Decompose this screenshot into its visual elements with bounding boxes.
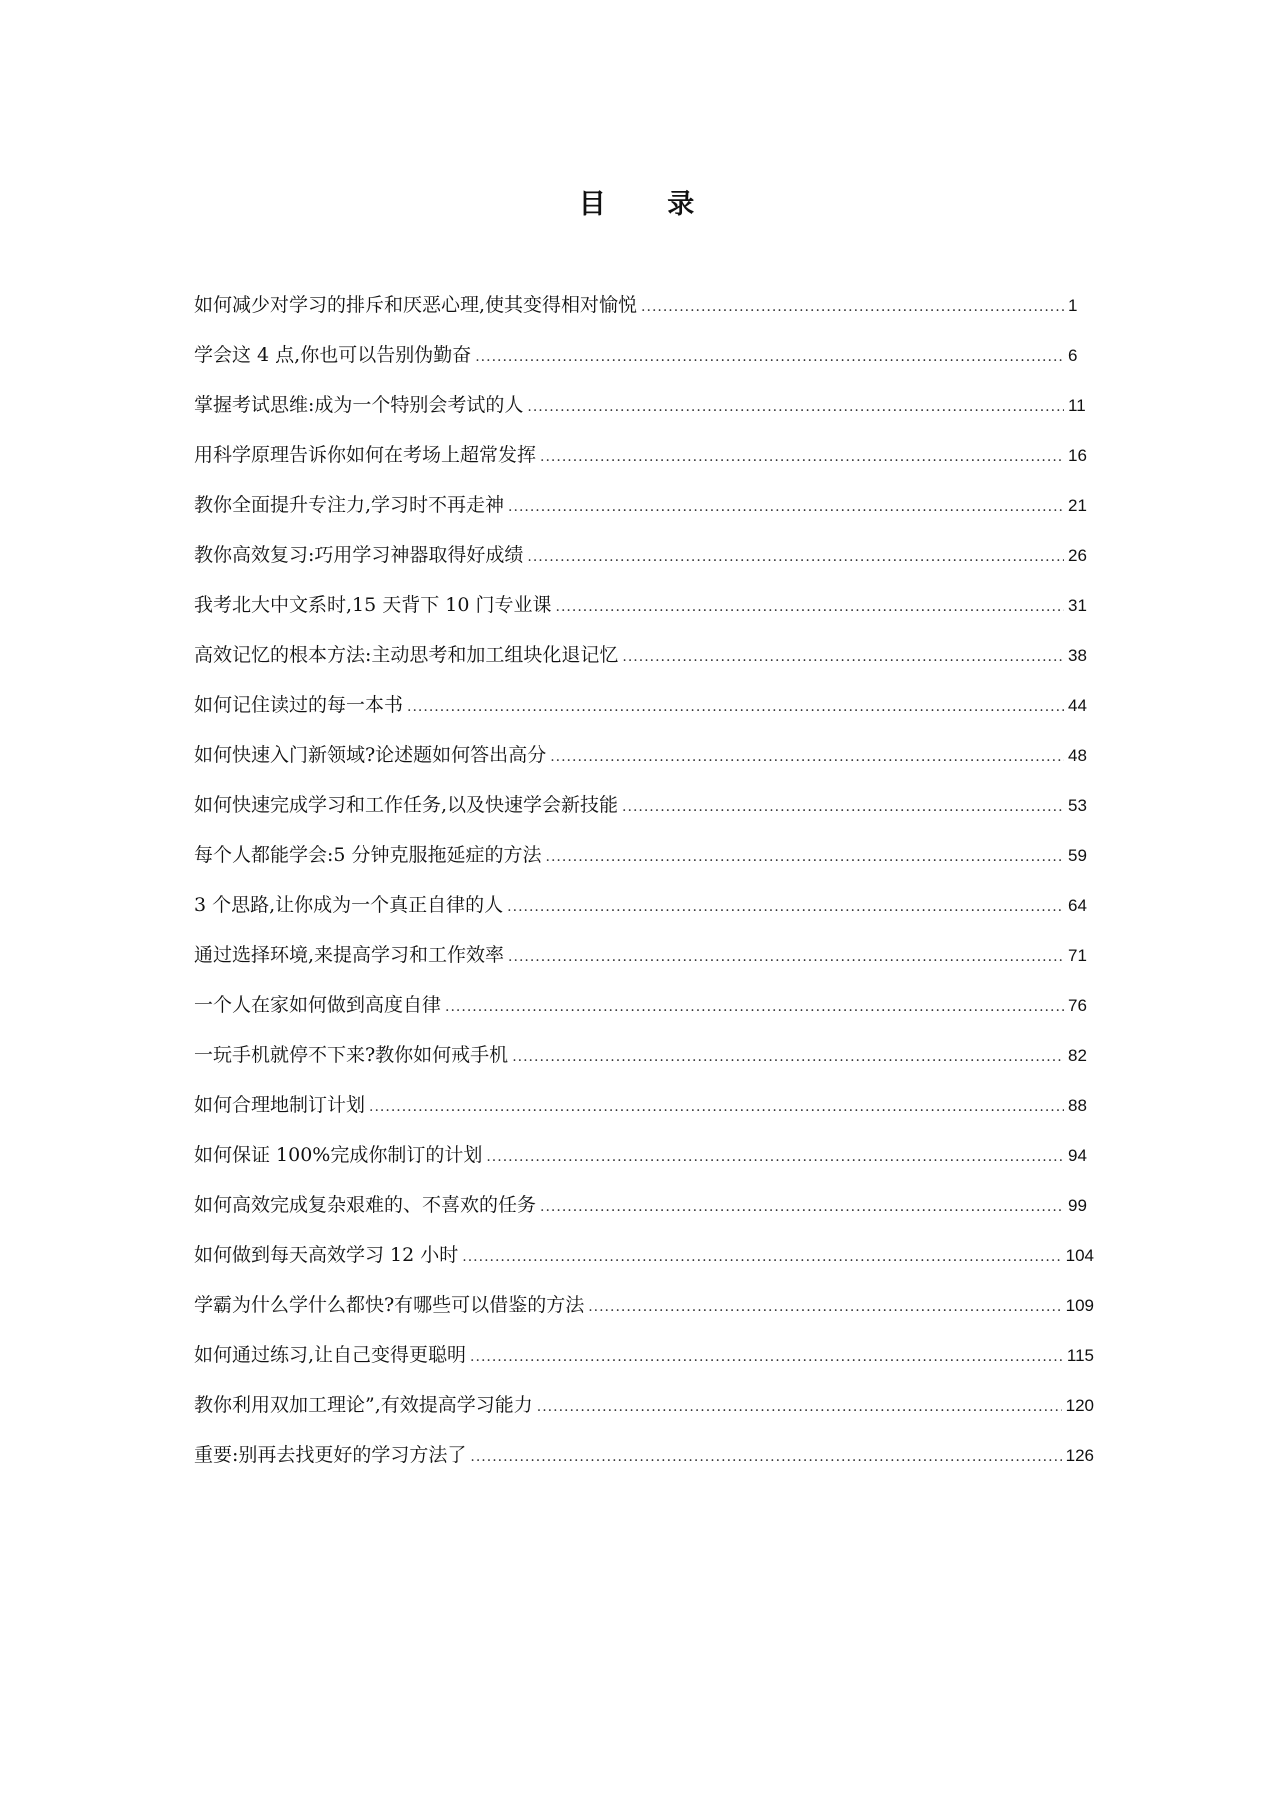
dot-leader — [445, 994, 1064, 1020]
toc-entry[interactable] — [194, 792, 1094, 842]
dot-leader — [508, 944, 1064, 970]
dot-leader — [588, 1294, 1061, 1320]
dot-leader — [475, 344, 1064, 370]
toc-entry-page: 99 — [1068, 1196, 1087, 1215]
toc-entry-page: 16 — [1068, 446, 1087, 465]
toc-entry[interactable] — [194, 1142, 1094, 1192]
toc-entry-title: 学霸为什么学什么都快?有哪些可以借鉴的方法 — [194, 1294, 585, 1316]
toc-entry-page: 76 — [1068, 996, 1087, 1015]
toc-entry-page: 53 — [1068, 796, 1087, 815]
toc-entry[interactable] — [194, 992, 1094, 1042]
toc-entry-title: 通过选择环境,来提高学习和工作效率 — [194, 944, 505, 966]
dot-leader — [622, 794, 1064, 820]
dot-leader — [550, 744, 1064, 770]
toc-entry-title: 3 个思路,让你成为一个真正自律的人 — [194, 894, 504, 916]
toc-entry-title: 用科学原理告诉你如何在考场上超常发挥 — [194, 444, 537, 466]
toc-entry[interactable] — [194, 942, 1094, 992]
toc-entry-title: 高效记忆的根本方法:主动思考和加工组块化退记忆 — [194, 644, 619, 666]
toc-entry[interactable] — [194, 1242, 1094, 1292]
toc-entry-page: 21 — [1068, 496, 1087, 515]
dot-leader — [527, 544, 1064, 570]
toc-entry[interactable] — [194, 692, 1094, 742]
dot-leader — [369, 1094, 1064, 1120]
toc-entry[interactable] — [194, 1392, 1094, 1442]
dot-leader — [470, 1344, 1063, 1370]
dot-leader — [407, 694, 1064, 720]
toc-entry-title: 我考北大中文系时,15 天背下 10 门专业课 — [194, 594, 552, 616]
toc-entry-page: 88 — [1068, 1096, 1087, 1115]
toc-entry-title: 掌握考试思维:成为一个特别会考试的人 — [194, 394, 524, 416]
toc-entry[interactable] — [194, 392, 1094, 442]
table-of-contents — [194, 292, 1094, 1492]
toc-entry-page: 71 — [1068, 946, 1087, 965]
toc-entry[interactable] — [194, 892, 1094, 942]
toc-entry-title: 如何通过练习,让自己变得更聪明 — [194, 1344, 467, 1366]
toc-entry-page: 104 — [1065, 1246, 1094, 1265]
toc-entry[interactable] — [194, 842, 1094, 892]
toc-entry-title: 如何保证 100%完成你制订的计划 — [194, 1144, 483, 1166]
dot-leader — [470, 1444, 1061, 1470]
toc-entry-page: 6 — [1068, 346, 1078, 365]
toc-entry-page: 64 — [1068, 896, 1087, 915]
toc-entry-title: 重要:别再去找更好的学习方法了 — [194, 1444, 467, 1466]
dot-leader — [641, 294, 1064, 320]
toc-entry-page: 109 — [1065, 1296, 1094, 1315]
toc-entry[interactable] — [194, 292, 1094, 342]
dot-leader — [556, 594, 1064, 620]
toc-entry-page: 120 — [1065, 1396, 1094, 1415]
dot-leader — [512, 1044, 1064, 1070]
toc-entry-page: 59 — [1068, 846, 1087, 865]
toc-entry-page: 115 — [1066, 1346, 1094, 1365]
toc-entry-title: 如何快速完成学习和工作任务,以及快速学会新技能 — [194, 794, 619, 816]
toc-entry[interactable] — [194, 342, 1094, 392]
toc-entry-page: 26 — [1068, 546, 1087, 565]
toc-entry[interactable] — [194, 1292, 1094, 1342]
dot-leader — [537, 1394, 1062, 1420]
toc-entry-page: 82 — [1068, 1046, 1087, 1065]
dot-leader — [622, 644, 1064, 670]
dot-leader — [540, 1194, 1064, 1220]
toc-entry-title: 教你全面提升专注力,学习时不再走神 — [194, 494, 505, 516]
toc-entry-page: 48 — [1068, 746, 1087, 765]
toc-entry[interactable] — [194, 542, 1094, 592]
toc-entry[interactable] — [194, 442, 1094, 492]
toc-entry-page: 38 — [1068, 646, 1087, 665]
dot-leader — [486, 1144, 1064, 1170]
toc-entry-title: 如何做到每天高效学习 12 小时 — [194, 1244, 459, 1266]
dot-leader — [507, 894, 1064, 920]
toc-entry-title: 如何减少对学习的排斥和厌恶心理,使其变得相对愉悦 — [194, 294, 638, 316]
toc-entry[interactable] — [194, 1192, 1094, 1242]
toc-entry-title: 学会这 4 点,你也可以告别伪勤奋 — [194, 344, 472, 366]
toc-entry-page: 11 — [1068, 396, 1086, 415]
toc-entry-title: 如何高效完成复杂艰难的、不喜欢的任务 — [194, 1194, 537, 1216]
toc-entry-title: 如何合理地制订计划 — [194, 1094, 366, 1116]
toc-entry-page: 44 — [1068, 696, 1087, 715]
dot-leader — [546, 844, 1064, 870]
toc-entry-title: 如何记住读过的每一本书 — [194, 694, 404, 716]
toc-entry-title: 一个人在家如何做到高度自律 — [194, 994, 442, 1016]
toc-entry-page: 1 — [1068, 296, 1078, 315]
toc-entry[interactable] — [194, 592, 1094, 642]
toc-entry[interactable] — [194, 642, 1094, 692]
dot-leader — [527, 394, 1064, 420]
toc-entry-page: 126 — [1065, 1446, 1094, 1465]
toc-entry-page: 31 — [1068, 596, 1087, 615]
toc-entry-title: 教你高效复习:巧用学习神器取得好成绩 — [194, 544, 524, 566]
toc-entry-title: 如何快速入门新领域?论述题如何答出高分 — [194, 744, 547, 766]
dot-leader — [508, 494, 1064, 520]
dot-leader — [540, 444, 1064, 470]
toc-entry-page: 94 — [1068, 1146, 1087, 1165]
toc-entry-title: 一玩手机就停不下来?教你如何戒手机 — [194, 1044, 509, 1066]
toc-entry[interactable] — [194, 742, 1094, 792]
dot-leader — [462, 1244, 1061, 1270]
toc-entry-title: 教你利用双加工理论”,有效提高学习能力 — [194, 1394, 533, 1416]
toc-entry[interactable] — [194, 1342, 1094, 1392]
toc-heading: 目 录 — [578, 189, 721, 220]
toc-entry[interactable] — [194, 492, 1094, 542]
toc-entry-title: 每个人都能学会:5 分钟克服拖延症的方法 — [194, 844, 542, 866]
toc-entry[interactable] — [194, 1042, 1094, 1092]
toc-entry[interactable] — [194, 1092, 1094, 1142]
toc-entry[interactable] — [194, 1442, 1094, 1492]
